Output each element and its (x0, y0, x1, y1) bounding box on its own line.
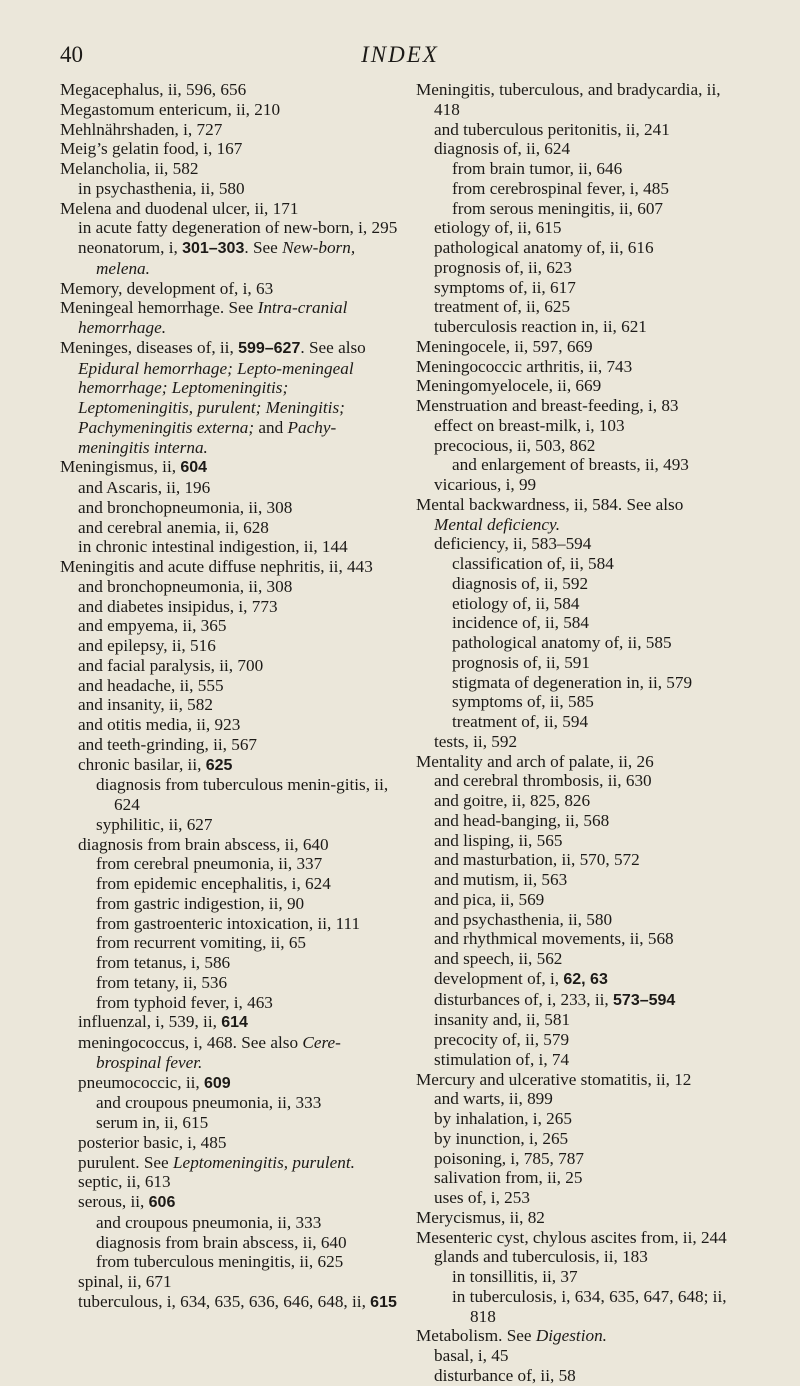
index-subentry (60, 894, 398, 914)
entry-text: and rhythmical movements, ii, 568 (434, 929, 674, 949)
entry-text: disturbance of, ii, 58 (434, 1365, 576, 1385)
entry-text: septic, ii, 613 (78, 1172, 171, 1192)
index-subentry (416, 1366, 736, 1386)
cross-reference-text: Mental deficiency. (434, 514, 560, 534)
entry-text: diagnosis of, ii, 624 (434, 139, 571, 159)
entry-text: prognosis of, ii, 623 (434, 257, 572, 277)
entry-text: Mesenteric cyst, chylous ascites from, ii, 244 (416, 1227, 727, 1247)
principal-page-ref: 599–627 (238, 339, 301, 357)
entry-text: stigmata of degeneration in, ii, 579 (452, 672, 693, 692)
index-subentry (416, 534, 736, 554)
index-subentry (60, 874, 398, 894)
index-subentry (416, 436, 736, 456)
index-column-right (416, 80, 736, 1386)
entry-text: Mehlnährshaden, i, 727 (60, 119, 223, 139)
index-subentry (60, 1272, 398, 1292)
index-subentry (60, 973, 398, 993)
index-subentry (60, 1093, 398, 1113)
entry-text: and empyema, ii, 365 (78, 616, 227, 636)
cross-reference-text: Intra-cranial hemorrhage. (78, 298, 348, 337)
cross-reference-text: Digestion. (535, 1326, 607, 1346)
index-subentry (416, 317, 736, 337)
entry-text: and warts, ii, 899 (434, 1089, 553, 1109)
entry-text: poisoning, i, 785, 787 (434, 1148, 584, 1168)
entry-text: syphilitic, ii, 627 (96, 814, 213, 834)
index-subentry (60, 676, 398, 696)
index-entry (416, 495, 736, 535)
index-subentry (416, 653, 736, 673)
index-entry (60, 338, 398, 458)
index-subentry (416, 455, 736, 475)
index-subentry (60, 775, 398, 815)
entry-text: and epilepsy, ii, 516 (78, 636, 216, 655)
index-subentry (60, 835, 398, 855)
principal-page-ref: 573–594 (613, 991, 676, 1009)
entry-text: and otitis media, ii, 923 (78, 715, 241, 734)
index-subentry (416, 929, 736, 949)
index-subentry (416, 969, 736, 990)
entry-text: in psychasthenia, ii, 580 (78, 178, 245, 198)
entry-text: prognosis of, ii, 591 (452, 652, 590, 672)
index-entry (416, 1208, 736, 1228)
entry-text: tuberculous, i, 634, 635, 636, 646, 648, ii, (78, 1291, 371, 1311)
principal-page-ref: 609 (204, 1074, 231, 1092)
index-subentry (60, 854, 398, 874)
index-subentry (60, 498, 398, 518)
page-number: 40 (60, 42, 83, 67)
entry-text: effect on breast-milk, i, 103 (434, 415, 625, 435)
entry-text: Mental backwardness, ii, 584. See also (416, 494, 684, 514)
entry-text: diagnosis from brain abscess, ii, 640 (96, 1232, 347, 1252)
index-subentry (60, 1012, 398, 1033)
index-subentry (60, 218, 398, 238)
entry-text: serous, ii, (78, 1192, 149, 1211)
index-entry (60, 159, 398, 179)
index-subentry (416, 712, 736, 732)
entry-text: and head-banging, ii, 568 (434, 810, 610, 830)
entry-text: in acute fatty degeneration of new-born, i, 295 (78, 218, 398, 238)
index-subentry (416, 475, 736, 495)
index-entry (416, 1326, 736, 1346)
entry-text: neonatorum, i, (78, 238, 183, 257)
index-subentry (416, 949, 736, 969)
index-subentry (60, 953, 398, 973)
entry-text: posterior basic, i, 485 (78, 1132, 227, 1152)
index-subentry (416, 613, 736, 633)
index-entry (416, 1070, 736, 1090)
index-subentry (60, 478, 398, 498)
entry-text: stimulation of, i, 74 (434, 1049, 570, 1069)
index-entry (416, 752, 736, 772)
index-subentry (416, 1267, 736, 1287)
entry-text: and pica, ii, 569 (434, 889, 545, 909)
entry-text: Meningococcic arthritis, ii, 743 (416, 356, 633, 376)
entry-text: from recurrent vomiting, ii, 65 (96, 933, 307, 953)
entry-text: glands and tuberculosis, ii, 183 (434, 1247, 648, 1267)
index-subentry (416, 692, 736, 712)
entry-text: and enlargement of breasts, ii, 493 (452, 455, 689, 475)
index-subentry (60, 597, 398, 617)
entry-text: from tetany, ii, 536 (96, 972, 228, 992)
entry-text: and bronchopneumonia, ii, 308 (78, 497, 293, 517)
index-subentry (416, 1287, 736, 1327)
entry-text: in tonsillitis, ii, 37 (452, 1267, 578, 1286)
index-subentry (416, 278, 736, 298)
entry-text: and mutism, ii, 563 (434, 870, 568, 889)
index-subentry (60, 1252, 398, 1272)
index-subentry (60, 1113, 398, 1133)
entry-text: and speech, ii, 562 (434, 949, 563, 968)
index-subentry (60, 656, 398, 676)
index-subentry (416, 1168, 736, 1188)
index-subentry (416, 416, 736, 436)
entry-text: Meningismus, ii, (60, 457, 181, 477)
entry-text: tests, ii, 592 (434, 731, 518, 751)
index-subentry (416, 673, 736, 693)
entry-text: development of, i, (434, 968, 564, 988)
index-entry (416, 396, 736, 416)
entry-text: Menstruation and breast-feeding, i, 83 (416, 396, 679, 415)
entry-text: uses of, i, 253 (434, 1188, 530, 1207)
index-subentry (416, 1030, 736, 1050)
entry-text: Meig’s gelatin food, i, 167 (60, 139, 243, 159)
entry-text: by inunction, i, 265 (434, 1128, 569, 1148)
index-subentry (416, 594, 736, 614)
entry-text: from cerebral pneumonia, ii, 337 (96, 854, 323, 874)
index-subentry (416, 910, 736, 930)
index-subentry (416, 1247, 736, 1267)
entry-text: and Ascaris, ii, 196 (78, 478, 211, 497)
principal-page-ref: 614 (221, 1014, 248, 1032)
entry-text: and (254, 417, 288, 437)
index-subentry (60, 695, 398, 715)
index-subentry (60, 755, 398, 776)
entry-text: and insanity, ii, 582 (78, 695, 213, 715)
index-subentry (416, 554, 736, 574)
index-subentry (416, 258, 736, 278)
index-entry (416, 357, 736, 377)
entry-text: Mercury and ulcerative stomatitis, ii, 12 (416, 1069, 692, 1089)
index-entry (60, 279, 398, 299)
index-subentry (416, 1346, 736, 1366)
index-subentry (416, 811, 736, 831)
entry-text: Memory, development of, i, 63 (60, 278, 274, 298)
entry-text: and cerebral thrombosis, ii, 630 (434, 771, 652, 791)
index-entry (416, 337, 736, 357)
index-subentry (60, 1073, 398, 1094)
index-subentry (416, 1149, 736, 1169)
entry-text: from epidemic encephalitis, i, 624 (96, 874, 331, 893)
index-subentry (416, 870, 736, 890)
index-entry (60, 100, 398, 120)
page-header (0, 42, 800, 72)
entry-text: . See also (300, 337, 366, 357)
index-entry (60, 557, 398, 577)
cross-reference-text: Epidural hemorrhage; Lepto-meningeal hemorrhage; Leptomeningitis; Leptomeningitis, purulent; Meningitis; Pachymeningitis externa; (78, 358, 354, 437)
entry-text: etiology of, ii, 615 (434, 218, 562, 238)
index-subentry (416, 139, 736, 159)
entry-text: . See (244, 238, 283, 257)
index-subentry (60, 715, 398, 735)
entry-text: precocious, ii, 503, 862 (434, 435, 596, 455)
entry-text: pneumococcic, ii, (78, 1072, 204, 1092)
entry-text: basal, i, 45 (434, 1346, 509, 1365)
running-head: INDEX (361, 42, 439, 67)
entry-text: purulent. See (78, 1152, 173, 1172)
index-entry (416, 80, 736, 120)
entry-text: salivation from, ii, 25 (434, 1168, 583, 1188)
principal-page-ref: 606 (148, 1194, 176, 1211)
cross-reference-text: New-born, melena. (96, 238, 356, 278)
entry-text: and masturbation, ii, 570, 572 (434, 850, 640, 870)
cross-reference-text: Pachy-meningitis interna. (78, 417, 337, 457)
entry-text: from gastroenteric intoxication, ii, 111 (96, 913, 361, 933)
index-subentry (416, 990, 736, 1011)
entry-text: Megastomum entericum, ii, 210 (60, 99, 281, 119)
index-subentry (60, 577, 398, 597)
index-entry (60, 80, 398, 100)
index-subentry (60, 1233, 398, 1253)
entry-text: disturbances of, i, 233, ii, (434, 989, 614, 1009)
principal-page-ref: 62, 63 (563, 970, 608, 988)
entry-text: Meningeal hemorrhage. See (60, 298, 258, 318)
index-subentry (60, 1213, 398, 1233)
entry-text: Meninges, diseases of, ii, (60, 337, 239, 357)
principal-page-ref: 615 (370, 1293, 397, 1311)
index-entry (416, 376, 736, 396)
index-subentry (416, 890, 736, 910)
entry-text: chronic basilar, ii, (78, 754, 206, 774)
entry-text: and croupous pneumonia, ii, 333 (96, 1093, 322, 1113)
index-subentry (416, 732, 736, 752)
index-entry (60, 298, 398, 338)
index-subentry (416, 1050, 736, 1070)
entry-text: in chronic intestinal indigestion, ii, 144 (78, 537, 348, 557)
index-column-left (60, 80, 398, 1313)
index-subentry (416, 1109, 736, 1129)
index-subentry (60, 735, 398, 755)
entry-text: and croupous pneumonia, ii, 333 (96, 1212, 322, 1232)
entry-text: deficiency, ii, 583–594 (434, 534, 592, 554)
index-subentry (416, 1188, 736, 1208)
entry-text: and headache, ii, 555 (78, 675, 224, 695)
index-subentry (416, 771, 736, 791)
index-subentry (60, 933, 398, 953)
entry-text: Merycismus, ii, 82 (416, 1207, 545, 1227)
entry-text: and bronchopneumonia, ii, 308 (78, 576, 293, 596)
index-subentry (416, 831, 736, 851)
index-subentry (416, 1010, 736, 1030)
entry-text: treatment of, ii, 625 (434, 297, 571, 317)
index-entry (60, 199, 398, 219)
entry-text: pathological anatomy of, ii, 616 (434, 238, 654, 257)
entry-text: from gastric indigestion, ii, 90 (96, 893, 305, 913)
entry-text: Megacephalus, ii, 596, 656 (60, 80, 247, 99)
index-subentry (60, 518, 398, 538)
index-subentry (60, 1153, 398, 1173)
index-subentry (60, 179, 398, 199)
principal-page-ref: 625 (205, 756, 233, 774)
index-entry (60, 120, 398, 140)
entry-text: etiology of, ii, 584 (452, 593, 580, 613)
index-subentry (60, 616, 398, 636)
entry-text: and tuberculous peritonitis, ii, 241 (434, 119, 670, 139)
index-subentry (416, 850, 736, 870)
index-subentry (416, 574, 736, 594)
entry-text: and psychasthenia, ii, 580 (434, 909, 613, 929)
entry-text: Metabolism. See (416, 1326, 536, 1346)
entry-text: Meningitis, tuberculous, and bradycardia, ii, 418 (416, 80, 721, 119)
cross-reference-text: Cere-brospinal fever. (96, 1033, 341, 1072)
entry-text: Meningomyelocele, ii, 669 (416, 376, 602, 396)
index-subentry (416, 199, 736, 219)
index-subentry (416, 120, 736, 140)
entry-text: diagnosis of, ii, 592 (452, 573, 589, 593)
index-subentry (416, 218, 736, 238)
entry-text: from serous meningitis, ii, 607 (452, 198, 664, 218)
entry-text: from brain tumor, ii, 646 (452, 159, 623, 178)
entry-text: tuberculosis reaction in, ii, 621 (434, 317, 647, 336)
entry-text: Melena and duodenal ulcer, ii, 171 (60, 198, 299, 218)
index-subentry (416, 1089, 736, 1109)
index-entry (60, 139, 398, 159)
entry-text: spinal, ii, 671 (78, 1272, 172, 1291)
entry-text: Mentality and arch of palate, ii, 26 (416, 751, 654, 771)
entry-text: precocity of, ii, 579 (434, 1030, 570, 1049)
index-subentry (60, 238, 398, 279)
entry-text: and goitre, ii, 825, 826 (434, 791, 591, 810)
index-subentry (60, 1172, 398, 1192)
entry-text: meningococcus, i, 468. See also (78, 1033, 303, 1052)
entry-text: and lisping, ii, 565 (434, 830, 563, 850)
index-subentry (60, 1133, 398, 1153)
entry-text: pathological anatomy of, ii, 585 (452, 633, 672, 652)
index-subentry (416, 1129, 736, 1149)
entry-text: in tuberculosis, i, 634, 635, 647, 648; ii, 818 (452, 1286, 727, 1326)
entry-text: treatment of, ii, 594 (452, 712, 589, 731)
index-subentry (416, 159, 736, 179)
entry-text: and teeth-grinding, ii, 567 (78, 734, 258, 754)
entry-text: Melancholia, ii, 582 (60, 159, 199, 178)
index-subentry (416, 179, 736, 199)
index-subentry (60, 993, 398, 1013)
entry-text: Meningocele, ii, 597, 669 (416, 336, 593, 356)
entry-text: by inhalation, i, 265 (434, 1109, 572, 1128)
index-subentry (416, 791, 736, 811)
principal-page-ref: 301–303 (182, 240, 245, 257)
principal-page-ref: 604 (180, 459, 208, 477)
index-subentry (416, 238, 736, 258)
index-subentry (60, 914, 398, 934)
index-entry (60, 457, 398, 478)
entry-text: vicarious, i, 99 (434, 475, 537, 494)
index-subentry (60, 1192, 398, 1213)
index-subentry (416, 297, 736, 317)
index-subentry (60, 636, 398, 656)
entry-text: diagnosis from brain abscess, ii, 640 (78, 834, 329, 854)
entry-text: and diabetes insipidus, i, 773 (78, 596, 278, 616)
index-entry (416, 1228, 736, 1248)
entry-text: symptoms of, ii, 585 (452, 692, 594, 712)
index-subentry (60, 1292, 398, 1313)
entry-text: insanity and, ii, 581 (434, 1010, 571, 1030)
entry-text: from cerebrospinal fever, i, 485 (452, 178, 669, 198)
entry-text: diagnosis from tuberculous menin-gitis, ii, 624 (96, 775, 389, 814)
entry-text: and cerebral anemia, ii, 628 (78, 517, 269, 537)
entry-text: from tuberculous meningitis, ii, 625 (96, 1252, 344, 1272)
index-subentry (60, 537, 398, 557)
entry-text: incidence of, ii, 584 (452, 613, 589, 633)
entry-text: classification of, ii, 584 (452, 554, 614, 573)
entry-text: symptoms of, ii, 617 (434, 277, 576, 297)
entry-text: from tetanus, i, 586 (96, 953, 231, 972)
entry-text: from typhoid fever, i, 463 (96, 992, 273, 1012)
index-subentry (416, 633, 736, 653)
index-subentry (60, 815, 398, 835)
index-subentry (60, 1033, 398, 1073)
entry-text: influenzal, i, 539, ii, (78, 1012, 222, 1032)
cross-reference-text: Leptomeningitis, purulent. (173, 1152, 355, 1172)
entry-text: Meningitis and acute diffuse nephritis, ii, 443 (60, 557, 373, 576)
entry-text: serum in, ii, 615 (96, 1113, 209, 1132)
entry-text: and facial paralysis, ii, 700 (78, 655, 264, 675)
